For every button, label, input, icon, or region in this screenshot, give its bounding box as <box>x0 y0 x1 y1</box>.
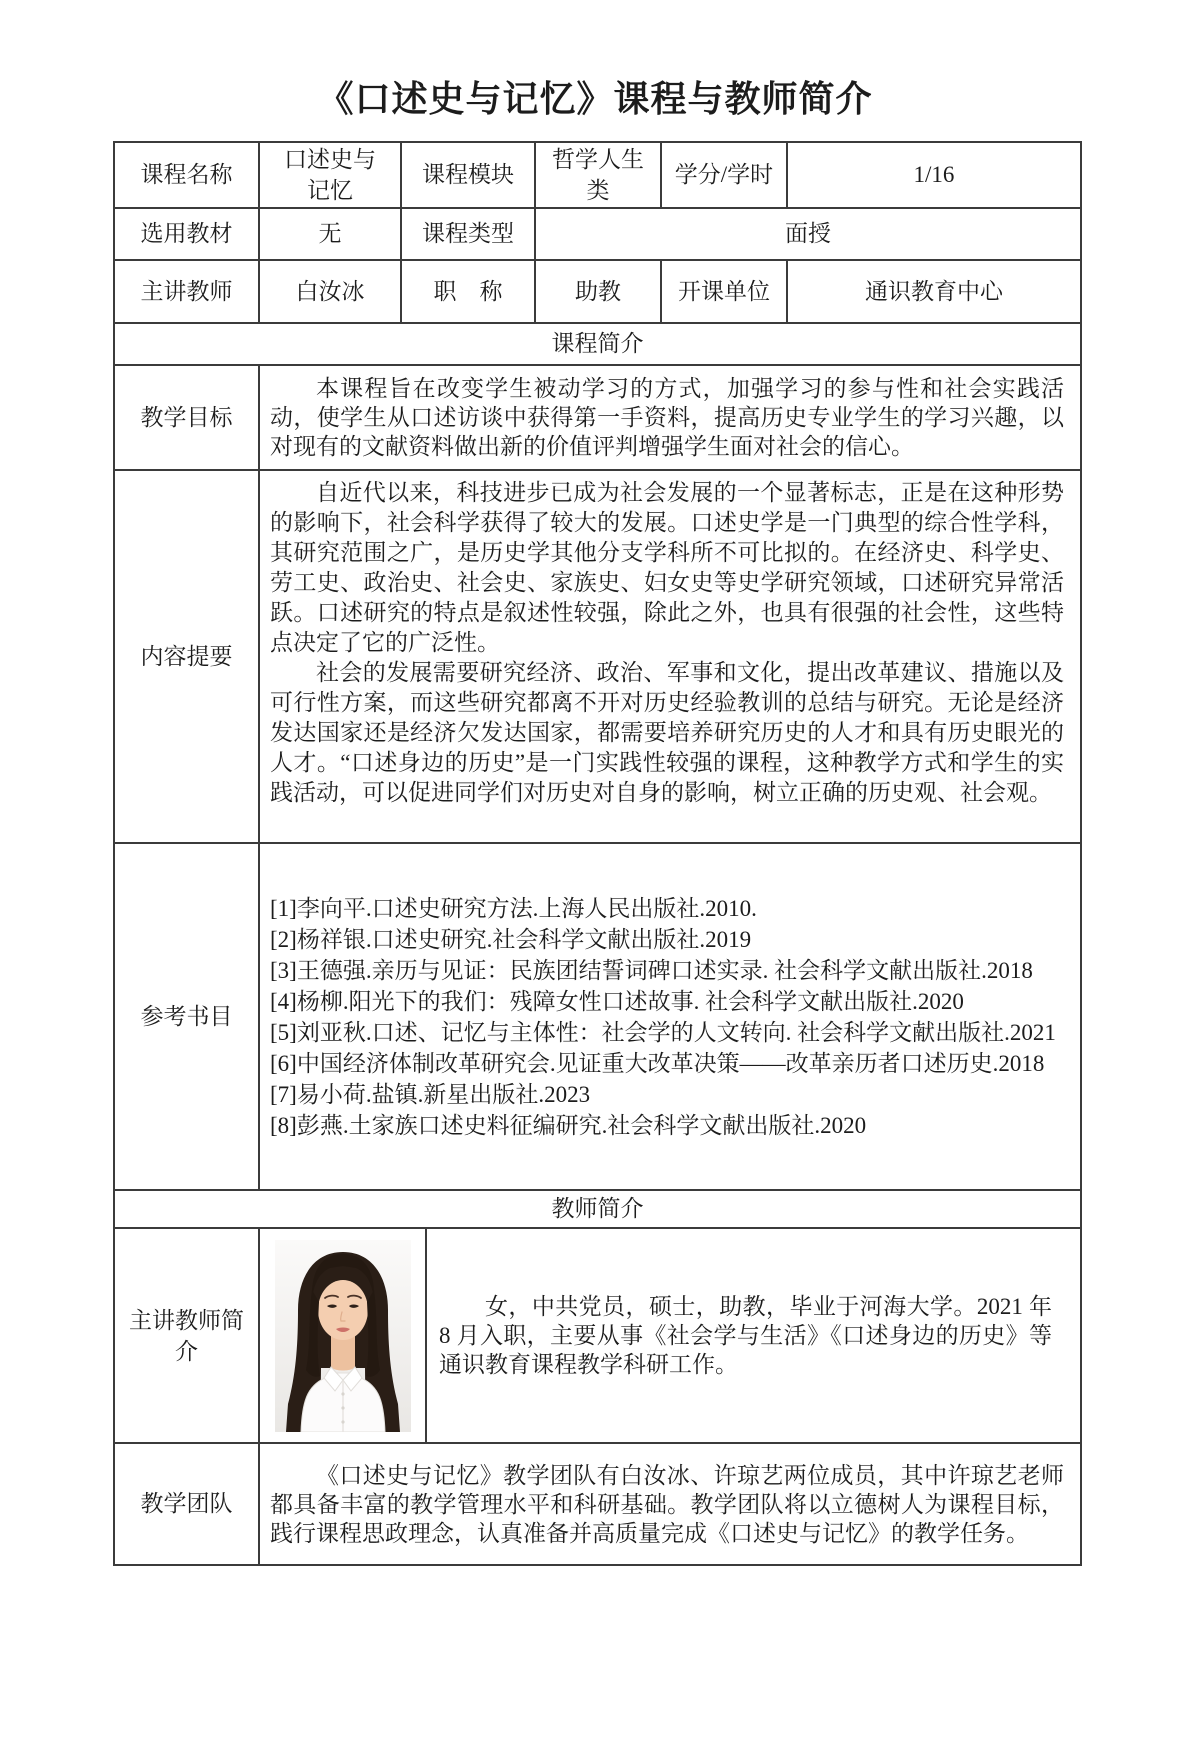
section-course-intro <box>115 322 1080 364</box>
references-label: 参考书目 <box>140 1003 233 1029</box>
textbook-label: 选用教材 <box>140 221 233 246</box>
module-value <box>534 143 660 207</box>
course-type-label: 课程类型 <box>400 209 534 259</box>
summary-paragraph-1: 自近代以来，科技进步已成为社会发展的一个显著标志，正是在这种形势的影响下，社会科学获得了较大的发展。口述史学是一门典型的综合性学科，其研究范围之广，是历史学其他分支学科所不可比拟的。在经济史、科学史、劳工史、政治史、社会史、家族史、妇女史等史学研究领域，口述研究异常活跃。口述研究的特点是叙述性较强，除此之外，也具有很强的社会性，这些特点决定了它的广泛性。 <box>270 480 1064 655</box>
teacher-bio-cell <box>425 1229 1080 1442</box>
course-name-label: 课程名称 <box>140 162 233 187</box>
references-list <box>258 844 1080 1189</box>
credits-label: 学分/学时 <box>660 143 786 207</box>
team-paragraph: 《口述史与记忆》教学团队有白汝冰、许琼艺两位成员，其中许琼艺老师都具备丰富的教学管理水平和科研基础。教学团队将以立德树人为课程目标，践行课程思政理念，认真准备并高质量完成《口述史与记忆》的教学任务。 <box>270 1462 1064 1546</box>
reference-item: [8]彭燕.土家族口述史料征编研究.社会科学文献出版社.2020 <box>270 1112 867 1138</box>
course-type-value: 面授 <box>534 209 1080 259</box>
module-text: 哲学人生类 <box>551 147 644 203</box>
team-text-cell <box>258 1444 1080 1564</box>
course-name-text: 口述史与记忆 <box>283 147 376 203</box>
instructor-label: 主讲教师 <box>140 278 233 304</box>
credits-value: 1/16 <box>786 143 1080 207</box>
teacher-bio-label-text: 主讲教师简介 <box>128 1307 244 1364</box>
rank-label: 职 称 <box>400 261 534 322</box>
reference-item: [7]易小荷.盐镇.新星出版社.2023 <box>270 1081 591 1107</box>
teacher-photo-cell <box>258 1229 425 1442</box>
teacher-bio-label <box>115 1229 258 1442</box>
teacher-bio-paragraph: 女，中共党员，硕士，助教，毕业于河海大学。2021 年 8 月入职，主要从事《社会学与生活》《口述身边的历史》等通识教育课程教学科研工作。 <box>439 1294 1052 1377</box>
table-row-summary <box>115 469 1080 842</box>
unit-label: 开课单位 <box>660 261 786 322</box>
instructor-value: 白汝冰 <box>258 261 400 322</box>
summary-text-cell <box>258 471 1080 842</box>
table-row-goals <box>115 364 1080 469</box>
reference-item: [5]刘亚秋.口述、记忆与主体性：社会学的人文转向. 社会科学文献出版社.2021 <box>270 1019 1056 1045</box>
course-name-value <box>258 143 400 207</box>
reference-item: [2]杨祥银.口述史研究.社会科学文献出版社.2019 <box>270 926 752 952</box>
table-row-references <box>115 842 1080 1189</box>
table-row-course-name <box>115 143 1080 207</box>
summary-label: 内容提要 <box>140 643 233 669</box>
table-row-team <box>115 1442 1080 1564</box>
reference-item: [6]中国经济体制改革研究会.见证重大改革决策——改革亲历者口述历史.2018 <box>270 1050 1045 1076</box>
rank-value: 助教 <box>534 261 660 322</box>
goals-label: 教学目标 <box>140 404 233 430</box>
teacher-intro-heading: 教师简介 <box>551 1196 644 1221</box>
goals-paragraph: 本课程旨在改变学生被动学习的方式，加强学习的参与性和社会实践活动，使学生从口述访谈中获得第一手资料，提高历史专业学生的学习兴趣，以对现有的文献资料做出新的价值评判增强学生面对社会的信心。 <box>270 376 1064 459</box>
course-info-table <box>113 141 1082 1566</box>
table-row-textbook <box>115 207 1080 259</box>
table-row-teacher-bio <box>115 1227 1080 1442</box>
goals-text-cell <box>258 366 1080 469</box>
summary-paragraph-2: 社会的发展需要研究经济、政治、军事和文化，提出改革建议、措施以及可行性方案，而这些研究都离不开对历史经验教训的总结与研究。无论是经济发达国家还是经济欠发达国家，都需要培养研究历史的人才和具有历史眼光的人才。“口述身边的历史”是一门实践性较强的课程，这种教学方式和学生的实践活动，可以促进同学们对历史对自身的影响，树立正确的历史观、社会观。 <box>270 660 1064 805</box>
textbook-value: 无 <box>258 209 400 259</box>
reference-item: [1]李向平.口述史研究方法.上海人民出版社.2010. <box>270 895 757 921</box>
course-intro-heading: 课程简介 <box>551 331 644 356</box>
reference-item: [4]杨柳.阳光下的我们：残障女性口述故事. 社会科学文献出版社.2020 <box>270 988 964 1014</box>
page-title: 《口述史与记忆》课程与教师简介 <box>317 79 873 119</box>
team-label: 教学团队 <box>140 1491 233 1516</box>
module-label: 课程模块 <box>400 143 534 207</box>
teacher-photo <box>275 1240 411 1432</box>
table-row-instructor <box>115 259 1080 322</box>
reference-item: [3]王德强.亲历与见证：民族团结誓词碑口述实录. 社会科学文献出版社.2018 <box>270 957 1033 983</box>
section-teacher-intro <box>115 1189 1080 1227</box>
unit-value: 通识教育中心 <box>786 261 1080 322</box>
